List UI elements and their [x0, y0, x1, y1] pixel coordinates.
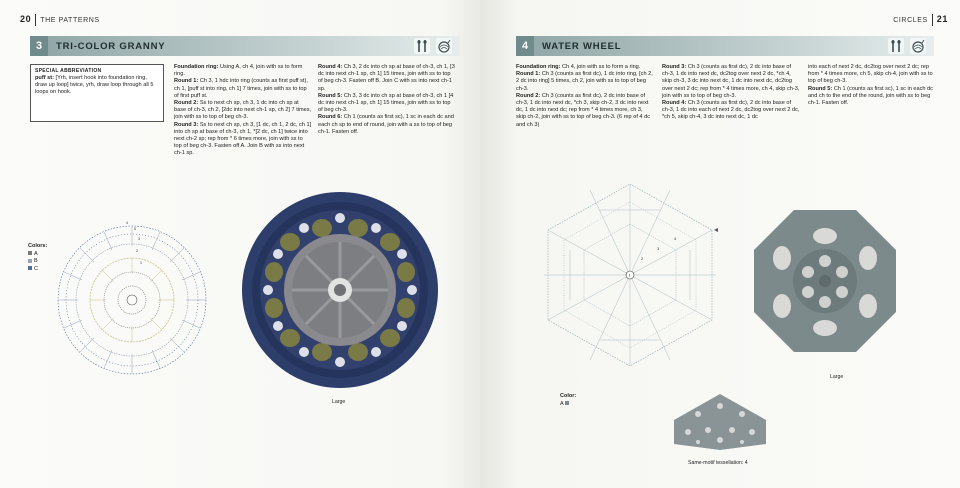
yarn-ball-icon — [910, 38, 926, 54]
svg-text:3: 3 — [138, 237, 140, 241]
instruction-round: Round 2: Ch 3 (counts as first dc), 2 dc into base of ch-3, 1 dc into next dc, *ch 3, skip ch-2, 3 dc into next dc, 1 dc into next dc; rep from * 4 times more, ch 3, skip ch-2, join with ss to top of beg ch-3. (6 rep of 4 dc and ch 3) — [516, 92, 651, 128]
colors-legend — [28, 243, 47, 273]
pattern-title-bar — [30, 36, 460, 56]
photo-caption: Large — [332, 399, 346, 405]
abbreviation-definition: [Yrh, insert hook into foundation ring, draw up loop] twice, yrh, draw loop through all 5 loops on hook. — [35, 75, 154, 95]
instruction-round: Round 6: Ch 1 (counts as first sc), 1 sc in each dc and each ch sp to end of round, join with a ss to top of beg ch-1. Fasten off. — [318, 114, 454, 135]
instruction-round: Round 1: Ch 3, 1 hdc into ring (counts as first puff st), ch 1, [puff st into ring, ch 1] 7 times, join with ss to top of first puff st. — [174, 78, 308, 99]
instruction-round: Round 2: Ss to next ch sp, ch 3, 1 dc into ch sp at base of ch-3, ch 2, [2dc into next ch-1 sp, ch 2] 7 times, join with ss to top of beg ch-3. — [174, 100, 312, 121]
scissors-hook-icon — [414, 38, 430, 54]
instruction-round: Round 4: Ch 3 (counts as first dc), 2 dc into base of ch-3, 1 dc into each of next 2 dc, dc2tog over next 2 dc, *ch 5, skip ch-4, 3 dc into next dc, 1 dc — [662, 100, 800, 121]
diagram-label-4: 4 — [674, 236, 677, 241]
header-divider — [932, 14, 933, 26]
special-abbreviation-box — [30, 64, 164, 122]
photo-caption: Large — [830, 374, 844, 380]
abbreviation-term: puff st: — [35, 75, 54, 81]
pattern-title-bar — [516, 36, 934, 56]
colors-label: Colors: — [28, 243, 48, 249]
pattern-icons — [888, 38, 926, 54]
abbreviation-body — [35, 75, 159, 96]
instructions-column-1 — [516, 64, 654, 129]
right-page-header — [893, 14, 948, 26]
color-key-a: A — [28, 251, 47, 259]
color-swatch — [28, 251, 32, 255]
tessellation-image — [672, 392, 768, 452]
tri-color-granny-photo — [240, 190, 440, 390]
diagram-label-2: 2 — [641, 256, 644, 261]
water-wheel-crochet-chart — [540, 180, 720, 370]
pattern-title: WATER WHEEL — [542, 40, 622, 52]
color-label: Color: — [560, 393, 577, 399]
tessellation-caption: Same-motif tessellation: 4 — [688, 460, 748, 466]
svg-text:2: 2 — [136, 249, 138, 253]
right-page — [480, 0, 960, 488]
instruction-round: Foundation ring: Ch 4, join with ss to form a ring. — [516, 64, 641, 70]
water-wheel-photo — [750, 206, 900, 356]
pattern-title: TRI-COLOR GRANNY — [56, 40, 166, 52]
color-swatch — [28, 266, 32, 270]
svg-text:5: 5 — [134, 227, 136, 231]
instruction-round: Round 5: Ch 3, 3 dc into ch sp at base of ch-3, ch 1 [4 dc into next ch-1 sp, ch 1] 15 times, join with ss to top of beg ch-3. — [318, 92, 454, 114]
instruction-round: into each of next 2 dc, dc2tog over next 2 dc; rep from * 4 times more, ch 5, skip ch-4, join with ss to top of beg ch-3. — [808, 64, 933, 85]
color-swatch — [565, 401, 569, 405]
color-key-c: C — [28, 266, 47, 274]
running-head: CIRCLES — [893, 17, 928, 24]
diagram-label-3: 3 — [657, 246, 660, 251]
color-key-a: A — [560, 401, 576, 409]
instructions-column-2 — [662, 64, 800, 122]
instructions-column-2 — [318, 64, 456, 136]
page-number: 20 — [20, 14, 32, 24]
instructions-column-1 — [174, 64, 312, 158]
instruction-round: Round 1: Ch 3 (counts as first dc), 1 dc into ring, [ch 2, 2 dc into ring] 5 times, ch 2, join with ss to top of beg ch-3. — [516, 71, 653, 92]
page-number: 21 — [936, 14, 948, 24]
instruction-round: Round 5: Ch 1 (counts as first sc), 1 sc in each dc and ch to the end of the round, join with ss to beg ch-1. Fasten off. — [808, 85, 933, 107]
pattern-number: 4 — [516, 36, 534, 56]
instruction-round: Round 3: Ss to next ch sp, ch 3, [1 dc, ch 1, 2 dc, ch 1] into ch sp at base of ch-3, ch 1, *[2 dc, ch 1] twice into next ch-2 sp; rep from * 6 times more, join with ss to top of beg ch-3. Fasten off A. Join B with ss into next ch-1 sp. — [174, 121, 312, 157]
instruction-round: Foundation ring: Using A, ch 4, join with ss to form ring. — [174, 64, 303, 78]
instructions-column-3 — [808, 64, 936, 107]
svg-text:4: 4 — [126, 221, 128, 225]
tri-color-crochet-chart — [52, 220, 212, 380]
color-swatch — [28, 259, 32, 263]
color-legend — [560, 393, 576, 408]
color-key-b: B — [28, 258, 47, 266]
instruction-round: Round 4: Ch 3, 2 dc into ch sp at base of ch-3, ch 1, [3 dc into next ch-1 sp, ch 1] 15 times, join with ss to top of beg ch-3. Fasten off B. Join C with ss into next ch-1 sp. — [318, 64, 455, 92]
svg-text:1: 1 — [140, 261, 142, 265]
abbreviation-heading: SPECIAL ABBREVIATION — [35, 68, 102, 74]
svg-text:1: 1 — [628, 272, 631, 278]
running-head: THE PATTERNS — [40, 17, 100, 24]
pattern-icons — [414, 38, 452, 54]
yarn-ball-icon — [436, 38, 452, 54]
instruction-round: Round 3: Ch 3 (counts as first dc), 2 dc into base of ch-3, 1 dc into next dc, dc2tog over next 2 dc, *ch 4, skip ch-3, 3 dc into next dc, 1 dc into next dc, dc2tog over next 2 dc; rep from * 4 times more, ch 4, skip ch-3, join with ss to top of beg ch-3. — [662, 64, 800, 99]
scissors-hook-icon — [888, 38, 904, 54]
pattern-number: 3 — [30, 36, 48, 56]
left-page-header — [20, 14, 100, 26]
header-divider — [35, 14, 36, 26]
